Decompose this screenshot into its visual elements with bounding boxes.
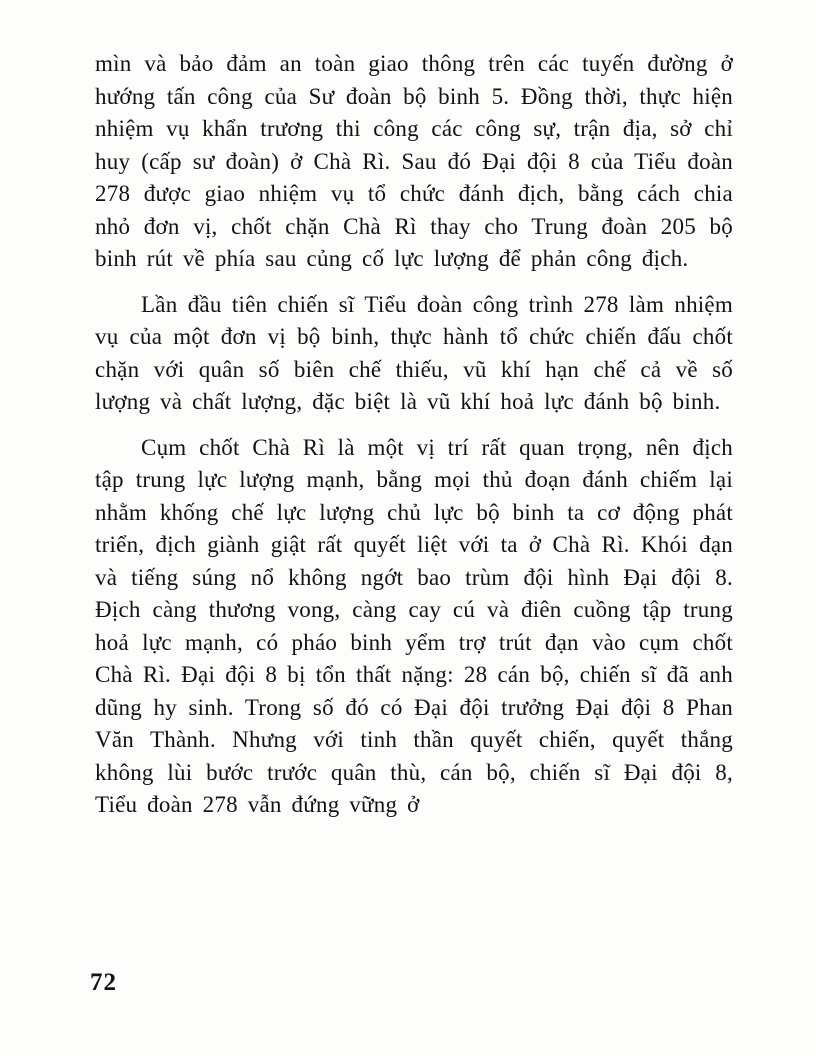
paragraph-2: Lần đầu tiên chiến sĩ Tiểu đoàn công trình 278 làm nhiệm vụ của một đơn vị bộ binh, thực hành tổ chức chiến đấu chốt chặn với quân số biên chế thiếu, vũ khí hạn chế cả về số lượng và chất lượng, đặc biệt là vũ khí hoả lực đánh bộ binh. bbox=[95, 291, 733, 414]
paragraph-1: mìn và bảo đảm an toàn giao thông trên các tuyến đường ở hướng tấn công của Sư đoàn bộ binh 5. Đồng thời, thực hiện nhiệm vụ khẩn trương thi công các công sự, trận địa, sở chỉ huy (cấp sư đoàn) ở Chà Rì. Sau đó Đại đội 8 của Tiểu đoàn 278 được giao nhiệm vụ tổ chức đánh địch, bằng cách chia nhỏ đơn vị, chốt chặn Chà Rì thay cho Trung đoàn 205 bộ binh rút về phía sau củng cố lực lượng để phản công địch. bbox=[95, 51, 733, 271]
body-text bbox=[95, 48, 733, 835]
page-number: 72 bbox=[90, 969, 117, 996]
paragraph-3: Cụm chốt Chà Rì là một vị trí rất quan trọng, nên địch tập trung lực lượng mạnh, bằng mọi thủ đoạn đánh chiếm lại nhằm khống chế lực lượng chủ lực bộ binh ta cơ động phát triển, địch giành giật rất quyết liệt với ta ở Chà Rì. Khói đạn và tiếng súng nổ không ngớt bao trùm đội hình Đại đội 8. Địch càng thương vong, càng cay cú và điên cuồng tập trung hoả lực mạnh, có pháo binh yểm trợ trút đạn vào cụm chốt Chà Rì. Đại đội 8 bị tổn thất nặng: 28 cán bộ, chiến sĩ đã anh dũng hy sinh. Trong số đó có Đại đội trưởng Đại đội 8 Phan Văn Thành. Nhưng với tinh thần quyết chiến, quyết thắng không lùi bước trước quân thù, cán bộ, chiến sĩ Đại đội 8, Tiểu đoàn 278 vẫn đứng vững ở bbox=[95, 434, 733, 817]
